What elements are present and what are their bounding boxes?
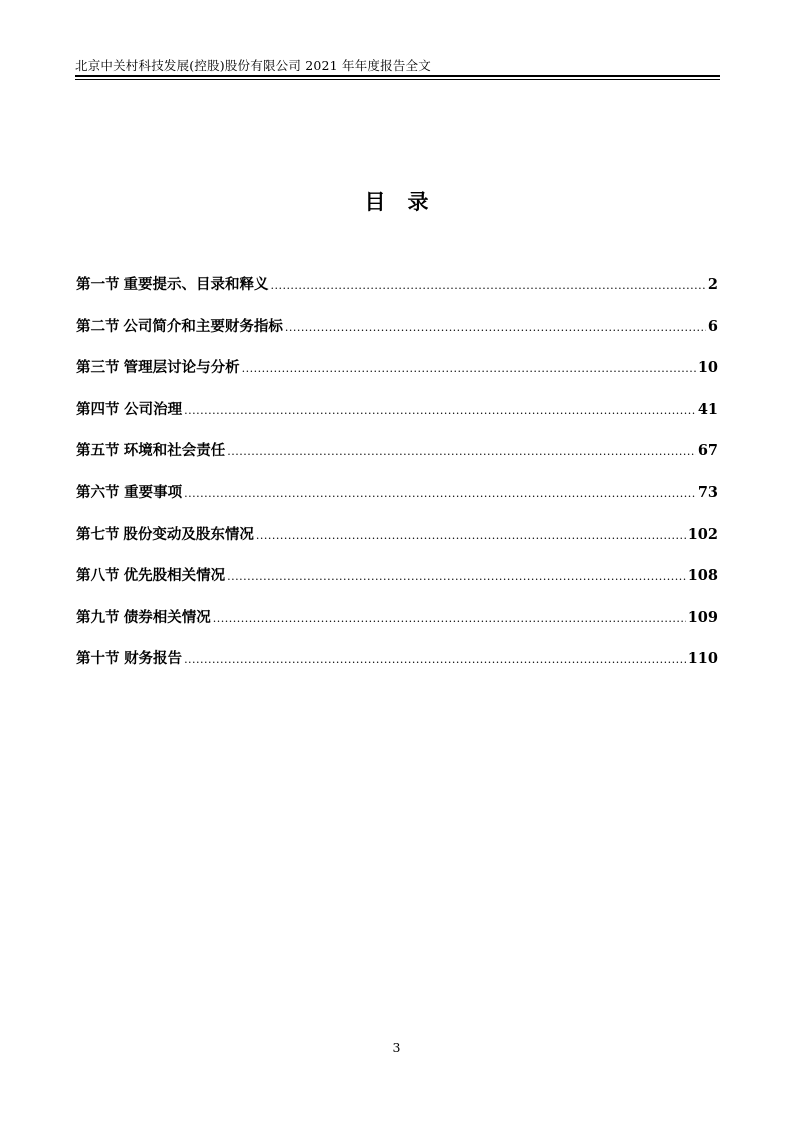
header-rule-thin xyxy=(75,79,720,80)
page-number: 3 xyxy=(392,1040,401,1055)
header-rule-thick xyxy=(75,75,720,77)
toc-page-number: 110 xyxy=(687,650,718,668)
toc-item-section-5[interactable] xyxy=(76,439,718,481)
toc-section-name: 环境和社会责任 xyxy=(123,442,226,460)
toc-dot-leader xyxy=(285,321,706,334)
toc-dot-leader xyxy=(270,279,705,292)
toc-dot-leader xyxy=(227,570,686,583)
toc-page-number: 109 xyxy=(687,608,718,626)
toc-item-section-3[interactable] xyxy=(76,356,718,398)
toc-section-label: 第九节 xyxy=(76,608,120,626)
toc-list xyxy=(76,273,718,689)
toc-item-section-8[interactable] xyxy=(76,564,718,606)
toc-page-number: 108 xyxy=(687,567,718,585)
toc-item-section-9[interactable] xyxy=(76,606,718,648)
toc-item-section-1[interactable] xyxy=(76,273,718,315)
toc-dot-leader xyxy=(213,612,686,625)
toc-page-number: 6 xyxy=(707,317,718,335)
toc-section-label: 第三节 xyxy=(76,359,120,377)
toc-section-label: 第七节 xyxy=(76,525,120,543)
toc-section-name: 公司简介和主要财务指标 xyxy=(123,317,283,335)
page-header: 北京中关村科技发展(控股)股份有限公司 2021 年年度报告全文 xyxy=(75,58,431,73)
toc-item-section-7[interactable] xyxy=(76,523,718,565)
toc-section-name: 重要事项 xyxy=(124,483,183,501)
toc-dot-leader xyxy=(184,487,696,500)
toc-title: 目录 xyxy=(364,189,451,214)
toc-section-label: 第八节 xyxy=(76,567,120,585)
toc-section-name: 股份变动及股东情况 xyxy=(123,525,254,543)
toc-section-label: 第四节 xyxy=(76,400,120,418)
toc-page-number: 2 xyxy=(707,276,718,293)
toc-dot-leader xyxy=(227,445,696,458)
toc-page-number: 41 xyxy=(697,400,718,418)
toc-section-label: 第十节 xyxy=(76,650,120,668)
toc-page-number: 10 xyxy=(697,359,718,377)
toc-item-section-10[interactable] xyxy=(76,647,718,689)
toc-dot-leader xyxy=(184,404,696,417)
toc-section-name: 财务报告 xyxy=(124,650,183,668)
toc-dot-leader xyxy=(242,362,696,375)
toc-page-number: 67 xyxy=(697,442,718,460)
toc-item-section-4[interactable] xyxy=(76,398,718,440)
toc-item-section-2[interactable] xyxy=(76,315,718,357)
toc-dot-leader xyxy=(184,653,686,666)
toc-section-name: 债券相关情况 xyxy=(123,608,211,626)
toc-section-name: 公司治理 xyxy=(124,400,183,418)
toc-item-section-6[interactable] xyxy=(76,481,718,523)
toc-section-label: 第六节 xyxy=(76,483,120,501)
toc-page-number: 102 xyxy=(687,525,718,543)
toc-section-name: 管理层讨论与分析 xyxy=(123,359,240,377)
toc-section-label: 第二节 xyxy=(76,317,120,335)
toc-section-label: 第一节 xyxy=(76,276,120,293)
toc-section-name: 重要提示、目录和释义 xyxy=(123,276,269,293)
toc-section-name: 优先股相关情况 xyxy=(123,567,226,585)
toc-dot-leader xyxy=(256,529,686,542)
toc-section-label: 第五节 xyxy=(76,442,120,460)
toc-page-number: 73 xyxy=(697,483,718,501)
